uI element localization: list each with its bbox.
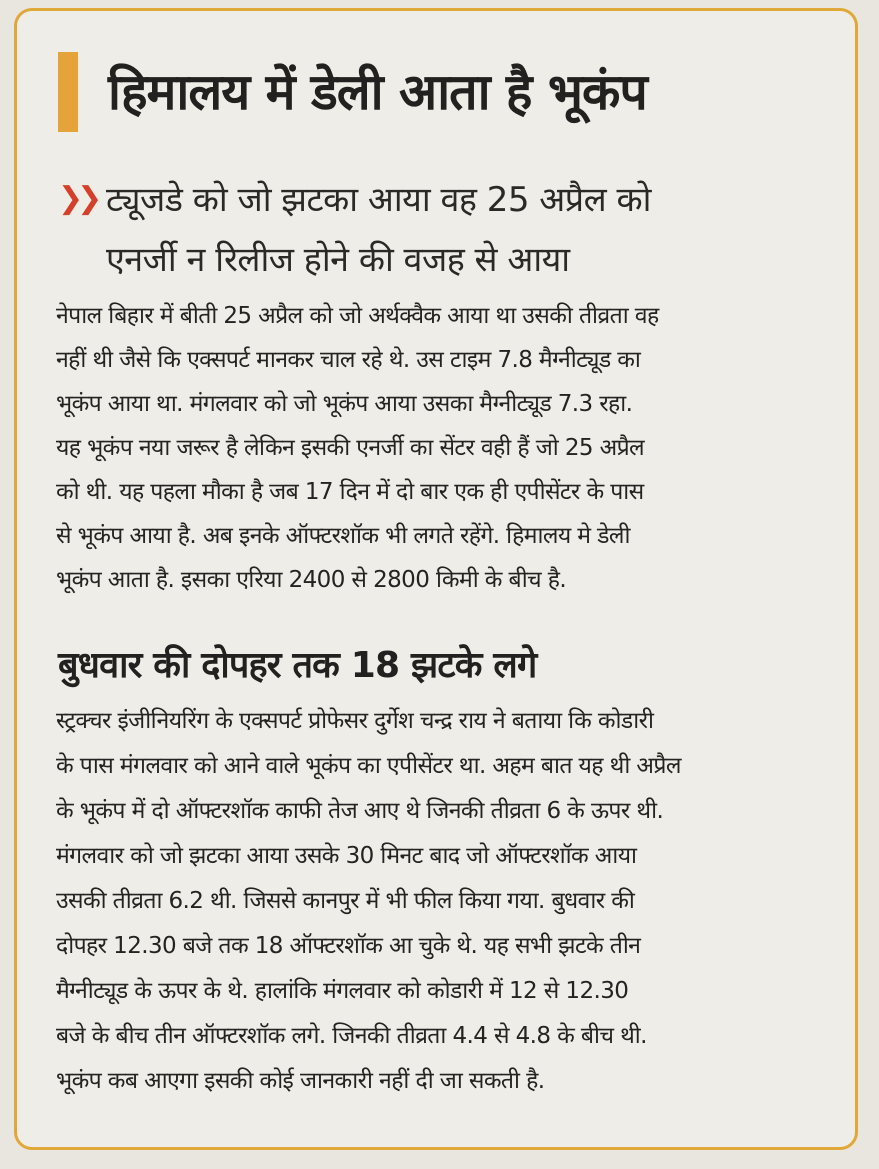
paragraph-line: भूकंप आता है. इसका एरिया 2400 से 2800 किमी के बीच है. bbox=[56, 567, 567, 593]
paragraph-line: भूकंप आया था. मंगलवार को जो भूकंप आया उसका मैग्नीट्यूड 7.3 रहा. bbox=[56, 391, 633, 417]
headline: हिमालय में डेली आता है भूकंप bbox=[108, 63, 647, 121]
double-chevron-right-icon: ❯❯ bbox=[58, 181, 97, 216]
section-heading: बुधवार की दोपहर तक 18 झटके लगे bbox=[58, 645, 537, 686]
paragraph-line: मैग्नीट्यूड के ऊपर के थे. हालांकि मंगलवार को कोडारी में 12 से 12.30 bbox=[56, 978, 629, 1004]
paragraph-line: स्ट्रक्चर इंजीनियरिंग के एक्सपर्ट प्रोफेसर दुर्गेश चन्द्र राय ने बताया कि कोडारी bbox=[56, 708, 654, 734]
paragraph-line: के पास मंगलवार को आने वाले भूकंप का एपीसेंटर था. अहम बात यह थी अप्रैल bbox=[56, 753, 681, 779]
paragraph-line: मंगलवार को जो झटका आया उसके 30 मिनट बाद जो ऑफ्टरशॉक आया bbox=[56, 843, 637, 869]
paragraph-line: उसकी तीव्रता 6.2 थी. जिससे कानपुर में भी फील किया गया. बुधवार की bbox=[56, 888, 635, 914]
paragraph-line: भूकंप कब आएगा इसकी कोई जानकारी नहीं दी जा सकती है. bbox=[56, 1068, 545, 1094]
subheading-line-1: ट्यूजडे को जो झटका आया वह 25 अप्रैल को bbox=[106, 180, 651, 220]
paragraph-line: नहीं थी जैसे कि एक्सपर्ट मानकर चाल रहे थे. उस टाइम 7.8 मैग्नीट्यूड का bbox=[56, 347, 641, 373]
paragraph-line: बजे के बीच तीन ऑफ्टरशॉक लगे. जिनकी तीव्रता 4.4 से 4.8 के बीच थी. bbox=[56, 1023, 647, 1049]
paragraph-line: यह भूकंप नया जरूर है लेकिन इसकी एनर्जी का सेंटर वही हैं जो 25 अप्रैल bbox=[56, 435, 645, 461]
paragraph-line: से भूकंप आया है. अब इनके ऑफ्टरशॉक भी लगते रहेंगे. हिमालय मे डेली bbox=[56, 523, 630, 549]
paragraph-line: दोपहर 12.30 बजे तक 18 ऑफ्टरशॉक आ चुके थे. यह सभी झटके तीन bbox=[56, 933, 641, 959]
paragraph-line: के भूकंप में दो ऑफ्टरशॉक काफी तेज आए थे जिनकी तीव्रता 6 के ऊपर थी. bbox=[56, 798, 664, 824]
subheading-line-2: एनर्जी न रिलीज होने की वजह से आया bbox=[106, 240, 570, 280]
paragraph-line: को थी. यह पहला मौका है जब 17 दिन में दो बार एक ही एपीसेंटर के पास bbox=[56, 479, 644, 505]
paragraph-line: नेपाल बिहार में बीती 25 अप्रैल को जो अर्थक्वैक आया था उसकी तीव्रता वह bbox=[56, 303, 659, 329]
headline-accent-bar bbox=[58, 52, 78, 132]
